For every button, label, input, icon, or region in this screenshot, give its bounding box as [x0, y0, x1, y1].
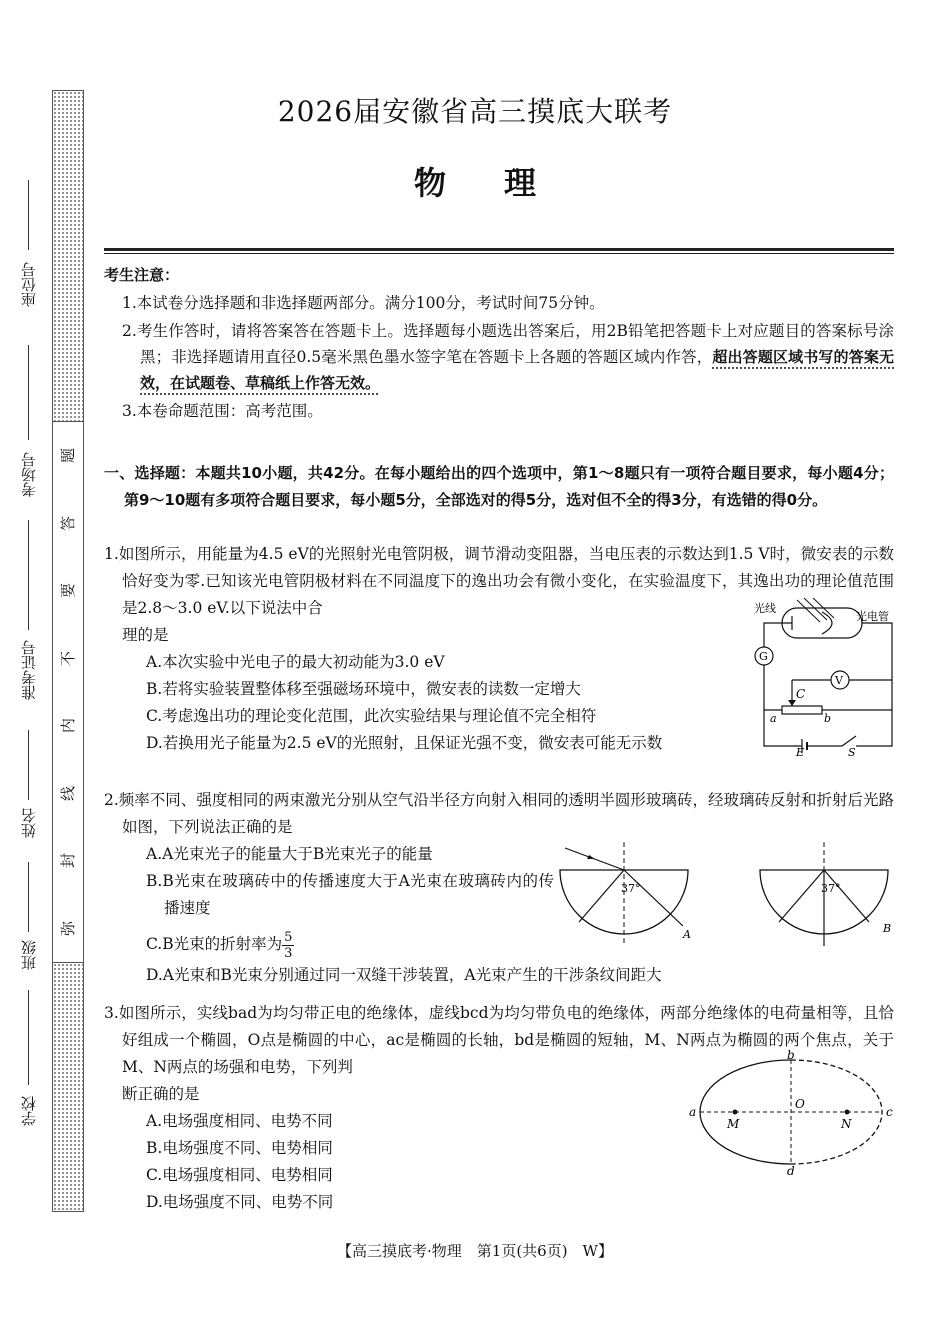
fig-s-label: S [848, 746, 856, 758]
fig-light-label: 光线 [754, 602, 776, 615]
name-label: 姓名 [19, 808, 38, 838]
warning-char: 弥 [59, 920, 78, 936]
fig-c-label: C [796, 687, 806, 701]
fig-d-label: d [787, 1164, 795, 1175]
notice-item: 3.本卷命题范围：高考范围。 [122, 402, 323, 420]
fig-b-label: b [787, 1050, 795, 1062]
q1-option-d: D.若换用光子能量为2.5 eV的光照射，且保证光强不变，微安表可能无示数 [146, 734, 663, 752]
warning-char: 答 [59, 515, 78, 531]
dotted-border-bottom [52, 962, 84, 1212]
q3-ellipse-figure [685, 1050, 895, 1175]
fig-g-label: G [759, 650, 768, 663]
q1-stem: 1.如图所示，用能量为4.5 eV的光照射光电管阴极，调节滑动变阻器，当电压表的示数达到1.5 V时，微安表的示数恰好变为零.已知该光电管阴极材料在不同温度下的逸出功会有微小变化，在实验温度下，其逸出功的理论值范围是2.8～3.0 eV.以下说法中合 [104, 545, 894, 617]
dotted-border-top [52, 90, 84, 422]
q1-stem-end: 理的是 [122, 626, 169, 644]
q2-option-b: B.B光束在玻璃砖中的传播速度大于A光束在玻璃砖内的传播速度 [146, 872, 554, 917]
subject-title: 物理 [413, 164, 594, 202]
fraction-denominator: 3 [284, 945, 293, 961]
q3-option-a: A.电场强度相同、电势不同 [146, 1112, 333, 1130]
room-label: 考场号 [19, 452, 38, 497]
q2-option-d: D.A光束和B光束分别通过同一双缝干涉装置，A光束产生的干涉条纹间距大 [146, 966, 662, 984]
fig-beam-b-label: B [883, 922, 892, 935]
class-label: 班级 [19, 940, 38, 970]
fig-n-label: N [841, 1117, 852, 1131]
warning-char: 题 [59, 448, 78, 464]
page-footer: 【高三摸底考·物理 第1页(共6页) W】 [337, 1242, 613, 1260]
warning-char: 封 [59, 853, 78, 869]
q2-figure-b [755, 840, 905, 950]
name-field [16, 808, 40, 842]
seat-field [16, 262, 40, 311]
q2-figure-a [555, 840, 705, 950]
fig-b-label: b [824, 712, 832, 725]
fig-c-label: c [886, 1105, 893, 1119]
focus-m-dot [733, 1110, 738, 1115]
q3-stem-end: 断正确的是 [122, 1085, 200, 1103]
fig-angle-label: 37° [821, 882, 841, 895]
seat-label: 座位号 [19, 262, 38, 307]
notice-item-text: 2.考生作答时，请将答案答在答题卡上。选择题每小题选出答案后，用2B铅笔把答题卡上对应题目的答案标号涂黑；非选择题请用直径0.5毫米黑色墨水签字笔在答题卡上各题的答题区域内作答， [122, 322, 894, 366]
school-field [16, 1096, 40, 1130]
exam-title: 2026届安徽省高三摸底大联考 [277, 95, 673, 128]
fig-a-label: a [689, 1105, 697, 1119]
q1-option-a: A.本次实验中光电子的最大初动能为3.0 eV [146, 653, 445, 671]
room-field [16, 452, 40, 501]
warning-char: 线 [59, 785, 78, 801]
binding-strip [52, 90, 84, 1212]
fig-m-label: M [727, 1117, 740, 1131]
notice-item [104, 318, 894, 396]
q1-circuit-figure [752, 598, 902, 758]
fig-angle-label: 37° [621, 882, 641, 895]
fig-e-label: E [796, 746, 805, 758]
q1-option-c: C.考虑逸出功的理论变化范围，此次实验结果与理论值不完全相符 [146, 707, 597, 725]
fraction [282, 930, 294, 961]
rheostat-shape [782, 706, 822, 714]
notice-item-emphasis: 超出答题区域书写的答案无效，在试题卷、草稿纸上作答无效。 [140, 348, 894, 392]
warning-column [52, 422, 84, 962]
fig-o-label: O [795, 1097, 805, 1111]
fig-beam-a-label: A [683, 928, 691, 941]
q3-option-b: B.电场强度不同、电势相同 [146, 1139, 333, 1157]
fig-tube-label: 光电管 [856, 610, 889, 623]
question-3-options [104, 1081, 664, 1216]
warning-char: 内 [59, 718, 78, 734]
q3-stem: 3.如图所示，实线bad为均匀带正电的绝缘体，虚线bcd为均匀带负电的绝缘体，两部分绝缘体的电荷量相等，且恰好组成一个椭圆，O点是椭圆的中心，ac是椭圆的长轴，bd是椭圆的短轴，M、N两点为椭圆的两个焦点，关于M、N两点的场强和电势，下列判 [104, 1004, 894, 1076]
header-rule-thick [104, 248, 894, 251]
question-1-options [104, 622, 724, 757]
q1-option-b: B.若将实验装置整体移至强磁场环境中，微安表的读数一定增大 [146, 680, 581, 698]
q3-option-d: D.电场强度不同、电势不同 [146, 1193, 334, 1211]
fig-a-label: a [770, 712, 777, 725]
school-label: 学校 [19, 1096, 38, 1126]
q2-stem: 2.频率不同、强度相同的两束激光分别从空气沿半径方向射入相同的透明半圆形玻璃砖，经玻璃砖反射和折射后光路如图，下列说法正确的是 [104, 791, 894, 836]
q2-option-c-text: C.B光束的折射率为 [146, 935, 283, 953]
section-heading: 一、选择题：本题共10小题，共42分。在每小题给出的四个选项中，第1～8题只有一项符合题目要求，每小题4分；第9～10题有多项符合题目要求，每小题5分，全部选对的得5分，选对但不全的得3分，有选错的得0分。 [104, 464, 894, 509]
class-field [16, 940, 40, 974]
fraction-numerator: 5 [284, 929, 293, 945]
q2-option-a: A.A光束光子的能量大于B光束光子的能量 [146, 845, 433, 863]
ticket-field [16, 640, 40, 704]
ticket-label: 准考证号 [19, 640, 38, 700]
warning-char: 不 [59, 650, 78, 666]
notice-block [104, 262, 894, 424]
warning-char: 要 [59, 583, 78, 599]
notice-head: 考生注意： [104, 266, 180, 284]
q3-option-c: C.电场强度相同、电势相同 [146, 1166, 333, 1184]
notice-item: 1.本试卷分选择题和非选择题两部分。满分100分，考试时间75分钟。 [122, 294, 605, 312]
fig-v-label: V [835, 674, 843, 687]
header-rule-thin [104, 253, 894, 254]
focus-n-dot [845, 1110, 850, 1115]
